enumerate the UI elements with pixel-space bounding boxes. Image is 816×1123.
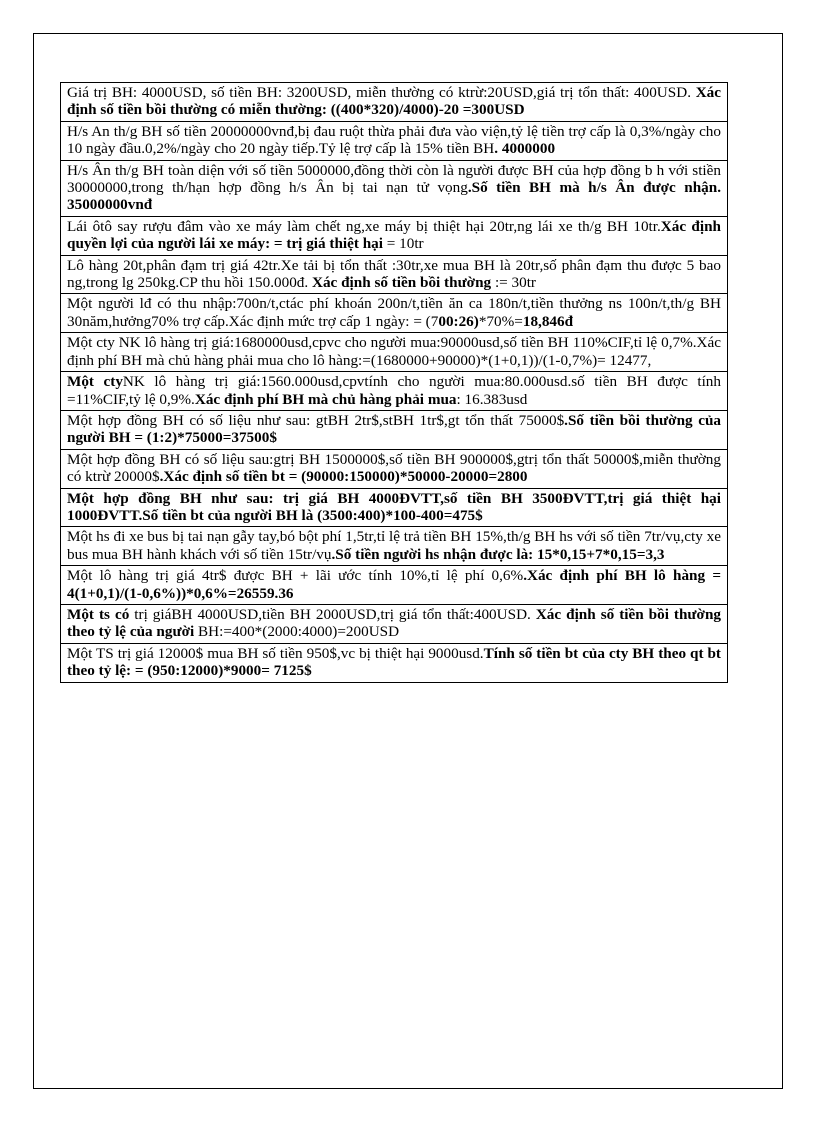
bold-text: Xác định quyền lợi của người lái xe máy: = trị giá thiệt hại	[67, 217, 721, 253]
bold-text: Tính số tiền bt của cty BH theo qt bt theo tỷ lệ: = (950:12000)*9000= 7125$	[67, 644, 721, 680]
body-text: Một cty NK lô hàng trị giá:1680000usd,cpvc cho người mua:90000usd,số tiền BH 110%CIF,tỉ lệ 0,7%.Xác định phí BH mà chủ hàng phải mua cho lô hàng:=(1680000+90000)*(1+0,1))/(1-0,7%)= 12477,	[67, 334, 721, 369]
body-text: Giá trị BH: 4000USD, số tiền BH: 3200USD, miễn thường có ktrừ:20USD,giá trị tổn thất: 400USD.	[67, 84, 696, 101]
exercise-cell	[61, 643, 728, 682]
exercise-cell	[61, 333, 728, 372]
table-row	[61, 83, 728, 122]
bold-text: .Số tiền bồi thường của người BH = (1:2)*75000=37500$	[67, 411, 721, 447]
body-text: Lái ôtô say rượu đâm vào xe máy làm chết ng,xe máy bị thiệt hại 20tr,ng lái xe th/g BH 10tr.	[67, 217, 661, 235]
bold-text: Xác định số tiền bồi thường	[311, 274, 492, 292]
body-text: Một lô hàng trị giá 4tr$ được BH + lãi ước tính 10%,tỉ lệ phí 0,6%	[67, 567, 524, 585]
table-row	[61, 294, 728, 333]
body-text: H/s An th/g BH số tiền 20000000vnđ,bị đau ruột thừa phải đưa vào viện,tỷ lệ tiền trợ cấp là 0,3%/ngày cho 10 ngày đầu.0,2%/ngày cho 20 ngày tiếp.Tỷ lệ trợ cấp là 15% tiền BH	[67, 122, 721, 158]
body-text: : 16.383usd	[456, 390, 528, 408]
exercise-cell	[61, 372, 728, 411]
table-row	[61, 527, 728, 566]
table-body	[61, 83, 728, 683]
table-row	[61, 566, 728, 605]
body-text: BH:=400*(2000:4000)=200USD	[194, 623, 400, 641]
body-text: Một người lđ có thu nhập:700n/t,ctác phí khoán 200n/t,tiền ăn ca 180n/t,tiền thưởng ns 100n/t,th/g BH 30năm,hưởng70% trợ cấp.Xác định mức trợ cấp 1 ngày: = (7	[67, 295, 721, 330]
table-row	[61, 160, 728, 216]
bold-text: Xác định phí BH mà chủ hàng phải mua	[194, 390, 457, 408]
bold-text: .Số tiền người hs nhận được là: 15*0,15+7*0,15=3,3	[331, 545, 665, 563]
exercise-cell	[61, 604, 728, 643]
exercise-cell	[61, 488, 728, 527]
table-row	[61, 410, 728, 449]
bold-text: Một ts có	[67, 605, 130, 623]
body-text: trị giáBH 4000USD,tiền BH 2000USD,trị giá tổn thất:400USD.	[129, 605, 536, 623]
exercise-cell	[61, 410, 728, 449]
table-row	[61, 372, 728, 411]
bold-text: Một hợp đồng BH như sau: trị giá BH 4000ĐVTT,số tiền BH 3500ĐVTT,trị giá thiệt hại 1000ĐVTT.Số tiền bt của người BH là (3500:400)*100-400=475$	[67, 489, 721, 524]
table-row	[61, 333, 728, 372]
body-text: = 10tr	[382, 235, 424, 253]
exercise-cell	[61, 255, 728, 294]
bold-text: .Số tiền BH mà h/s Ân được nhận. 35000000vnđ	[67, 179, 721, 214]
bold-text: . 4000000	[494, 140, 556, 158]
body-text: Một hs đi xe bus bị tai nạn gẫy tay,bó bột phí 1,5tr,tỉ lệ trả tiền BH 15%,th/g BH hs với số tiền 7tr/vụ,cty xe bus mua BH hành khách với số tiền 15tr/vụ	[67, 528, 721, 563]
body-text: Lô hàng 20t,phân đạm trị giá 42tr.Xe tải bị tổn thất :30tr,xe mua BH là 20tr,số phân đạm thu được 5 bao ng,trong lg 250kg.CP thu hồi 150.000đ.	[67, 256, 721, 292]
body-text: := 30tr	[491, 274, 536, 292]
exercise-cell	[61, 449, 728, 488]
exercise-cell	[61, 294, 728, 333]
table-row	[61, 255, 728, 294]
bold-text: 18,846đ	[522, 312, 574, 330]
table-row	[61, 121, 728, 160]
exercise-cell	[61, 527, 728, 566]
bold-text: .Xác định phí BH lô hàng = 4(1+0,1)/(1-0,6%))*0,6%=26559.36	[67, 567, 721, 602]
body-text: H/s Ân th/g BH toàn diện với số tiền 5000000,đồng thời còn là người được BH của hợp đồng b h với stiền 30000000,trong th/hạn hợp đồng h/s Ân bị tai nạn tử vọng	[67, 161, 721, 197]
bold-text: .Xác định số tiền bt = (90000:150000)*50000-20000=2800	[159, 468, 528, 486]
insurance-exercise-table	[60, 82, 728, 683]
table-row	[61, 643, 728, 682]
exercise-cell	[61, 160, 728, 216]
exercise-cell	[61, 216, 728, 255]
exercise-cell	[61, 566, 728, 605]
body-text: Một hợp đồng BH có số liệu sau:gtrị BH 1500000$,số tiền BH 900000$,gtrị tổn thất 50000$,miễn thường có ktrừ 20000$	[67, 450, 721, 486]
table-row	[61, 449, 728, 488]
bold-text: Xác định số tiền bồi thường có miễn thường: ((400*320)/4000)-20 =300USD	[67, 84, 721, 119]
body-text: Một TS trị giá 12000$ mua BH số tiền 950$,vc bị thiệt hại 9000usd.	[67, 644, 484, 662]
table-row	[61, 604, 728, 643]
table-row	[61, 488, 728, 527]
exercise-cell	[61, 83, 728, 122]
bold-text: 00:26)	[438, 312, 479, 330]
table-row	[61, 216, 728, 255]
body-text: Một hợp đồng BH có số liệu như sau: gtBH 2tr$,stBH 1tr$,gt tổn thất 75000$	[67, 411, 565, 429]
bold-text: Một cty	[67, 373, 123, 391]
body-text: *70%=	[478, 312, 523, 330]
bold-text: Xác định số tiền bồi thường theo tỷ lệ của người	[67, 605, 721, 641]
exercise-cell	[61, 121, 728, 160]
body-text: NK lô hàng trị giá:1560.000usd,cpvtính cho người mua:80.000usd.số tiền BH được tính =11%CIF,tỷ lệ 0,9%.	[67, 373, 721, 408]
